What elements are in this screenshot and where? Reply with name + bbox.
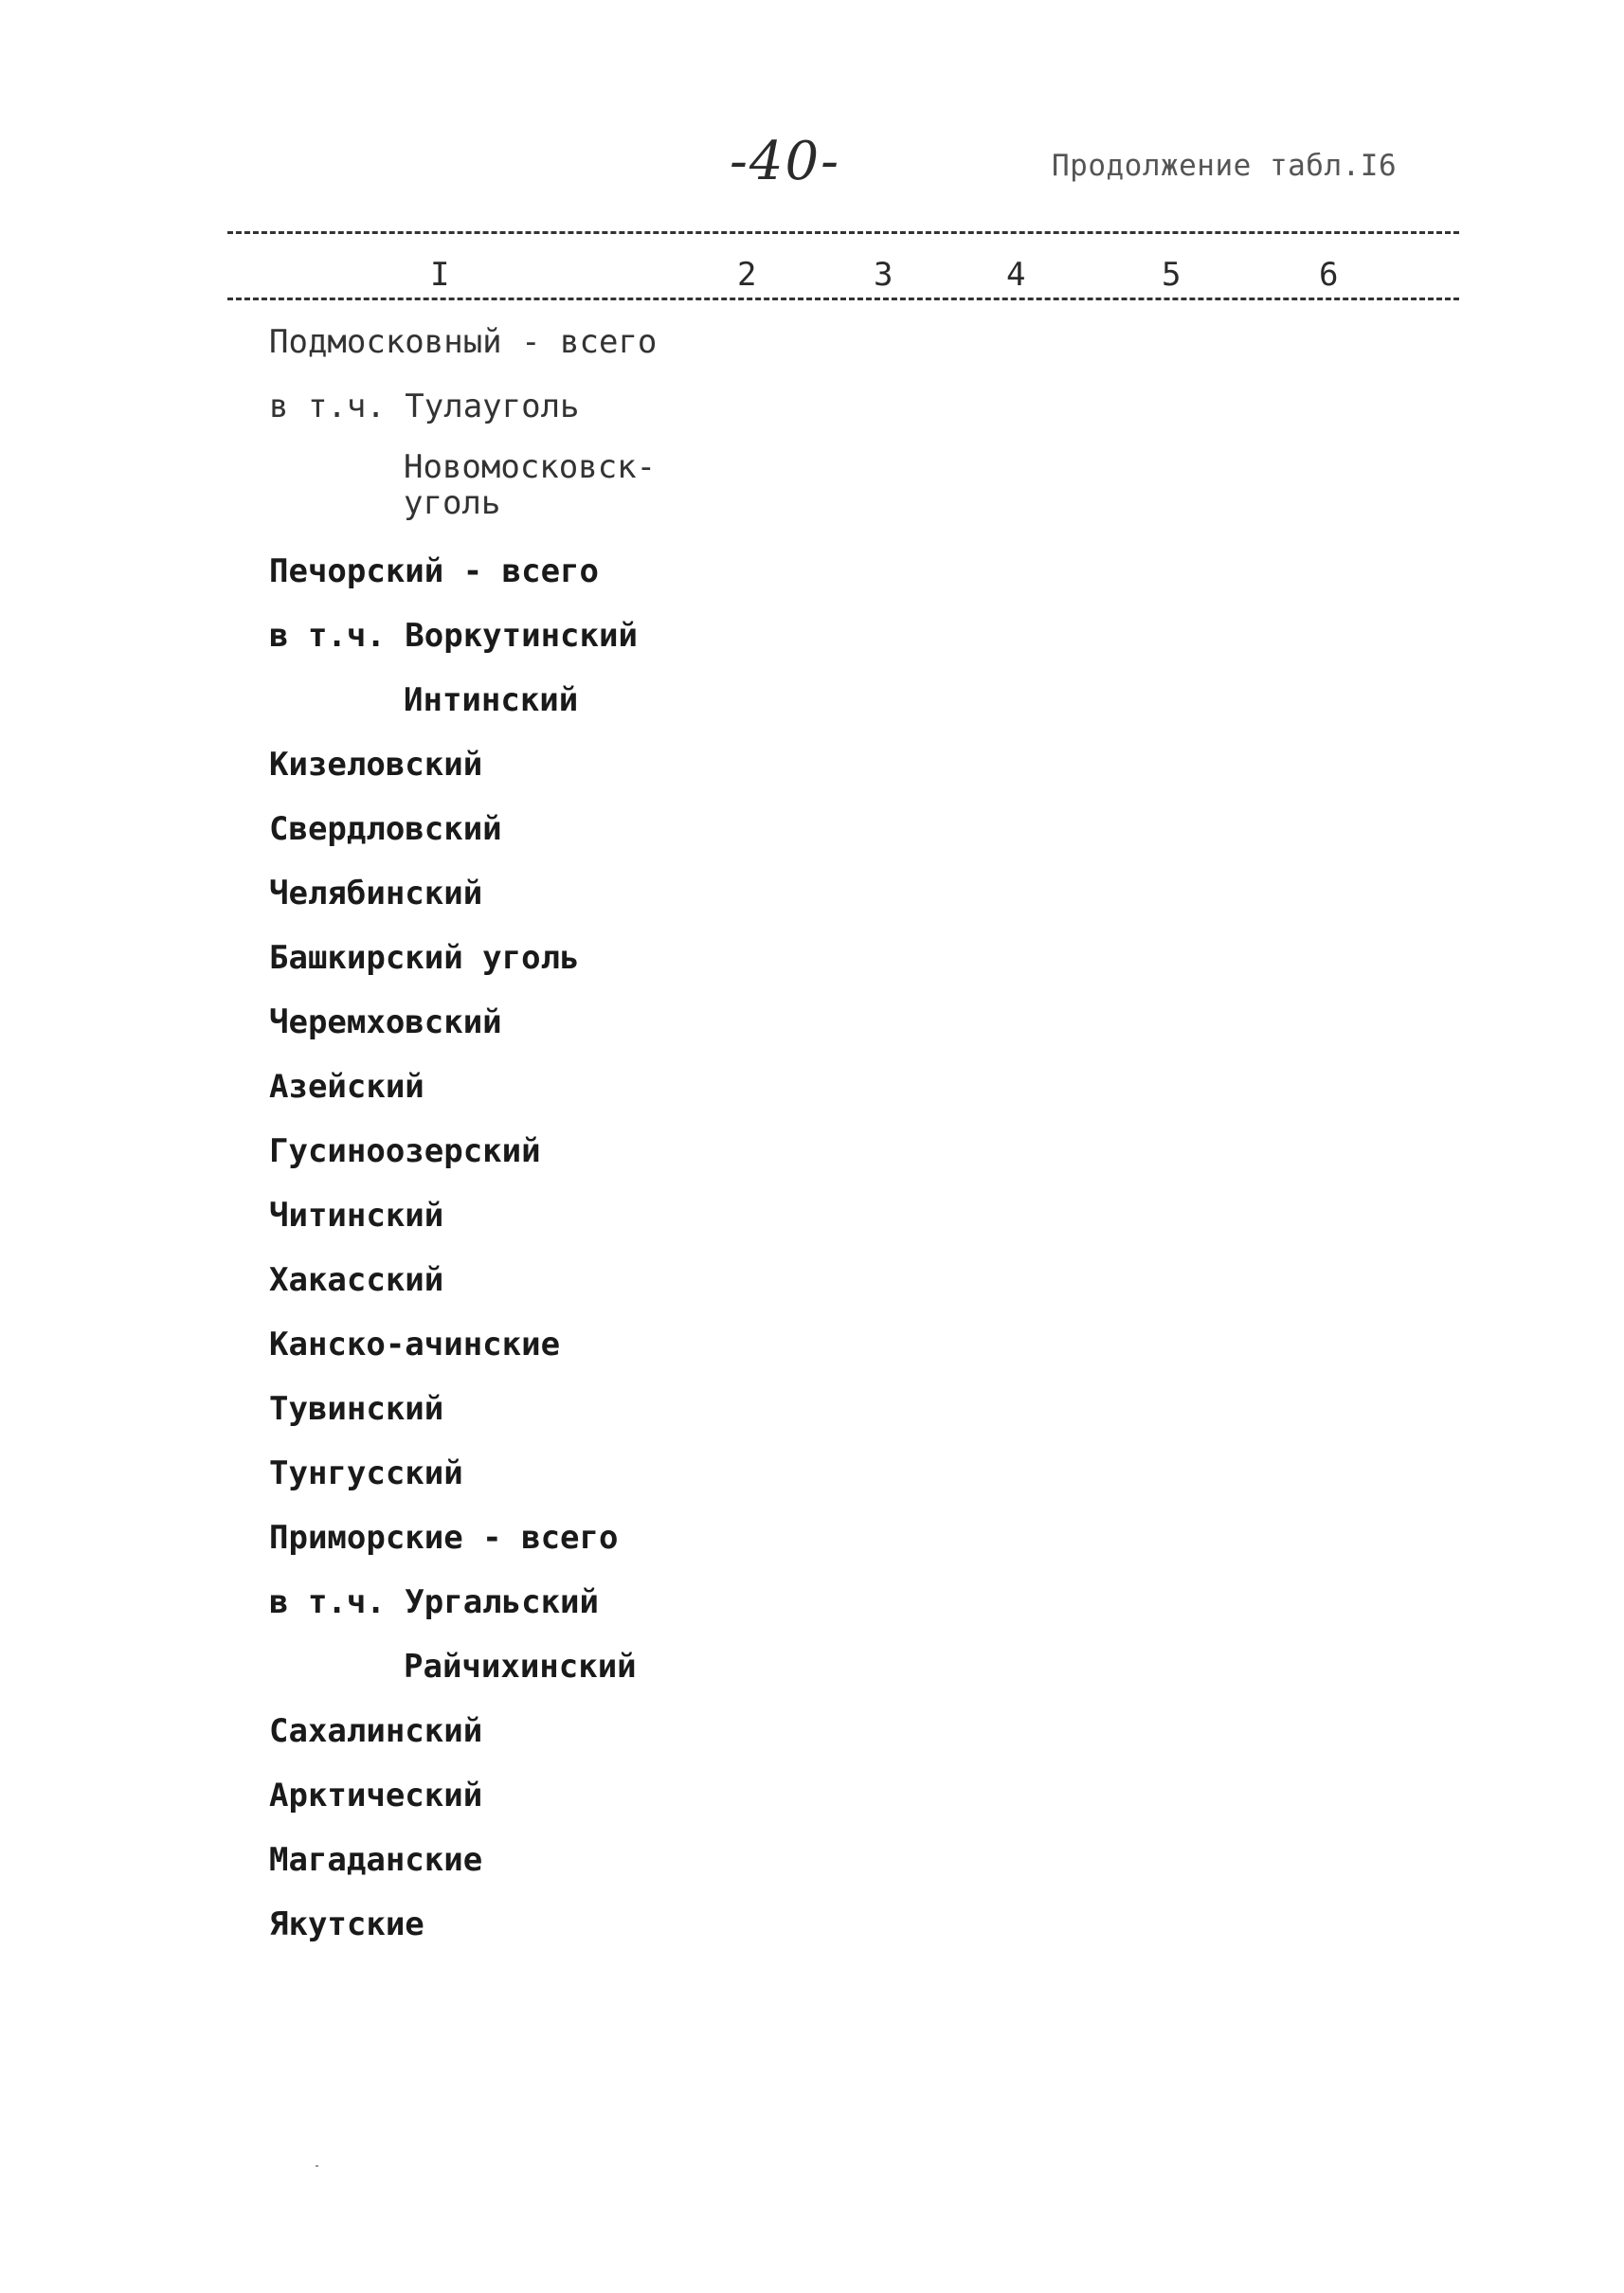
table-row: в т.ч. Ургальский (269, 1583, 599, 1621)
table-row: Челябинский (269, 875, 483, 912)
table-row: Печорский - всего (269, 552, 599, 590)
table-row: Черемховский (269, 1003, 502, 1041)
table-row: Арктический (269, 1777, 483, 1815)
header-dash-line-bottom (227, 298, 1459, 300)
column-header-5: 5 (1158, 256, 1184, 294)
table-row: в т.ч. Тулауголь (269, 388, 580, 425)
column-header-1: I (426, 256, 453, 294)
page-number: -40- (730, 131, 841, 192)
table-row: Гусиноозерский (269, 1132, 541, 1170)
table-row: Магаданские (269, 1841, 483, 1879)
table-row: Кизеловский (269, 746, 483, 784)
table-row: Подмосковный - всего (269, 323, 658, 361)
table-row: Райчихинский (404, 1648, 637, 1686)
column-header-6: 6 (1315, 256, 1342, 294)
table-row: Интинский (404, 681, 579, 719)
table-row: Якутские (269, 1905, 424, 1943)
table-row: в т.ч. Воркутинский (269, 617, 638, 655)
table-row: Свердловский (269, 810, 502, 848)
column-header-4: 4 (1002, 256, 1029, 294)
table-row: Хакасский (269, 1261, 444, 1299)
scan-speck (316, 2165, 318, 2167)
header-dash-line-top (227, 231, 1459, 234)
column-header-2: 2 (733, 256, 760, 294)
table-row: Азейский (269, 1068, 424, 1106)
column-header-3: 3 (870, 256, 896, 294)
table-row: Канско-ачинские (269, 1326, 561, 1363)
table-row: Новомосковск-уголь (404, 448, 657, 522)
table-row: Тувинский (269, 1390, 444, 1428)
table-body (269, 320, 1311, 1967)
table-row: Читинский (269, 1197, 444, 1235)
table-row: Башкирский уголь (269, 939, 580, 977)
table-row: Тунгусский (269, 1454, 463, 1492)
table-row: Сахалинский (269, 1712, 483, 1750)
continuation-label: Продолжение табл.I6 (1052, 149, 1398, 183)
table-row: Приморские - всего (269, 1519, 619, 1557)
